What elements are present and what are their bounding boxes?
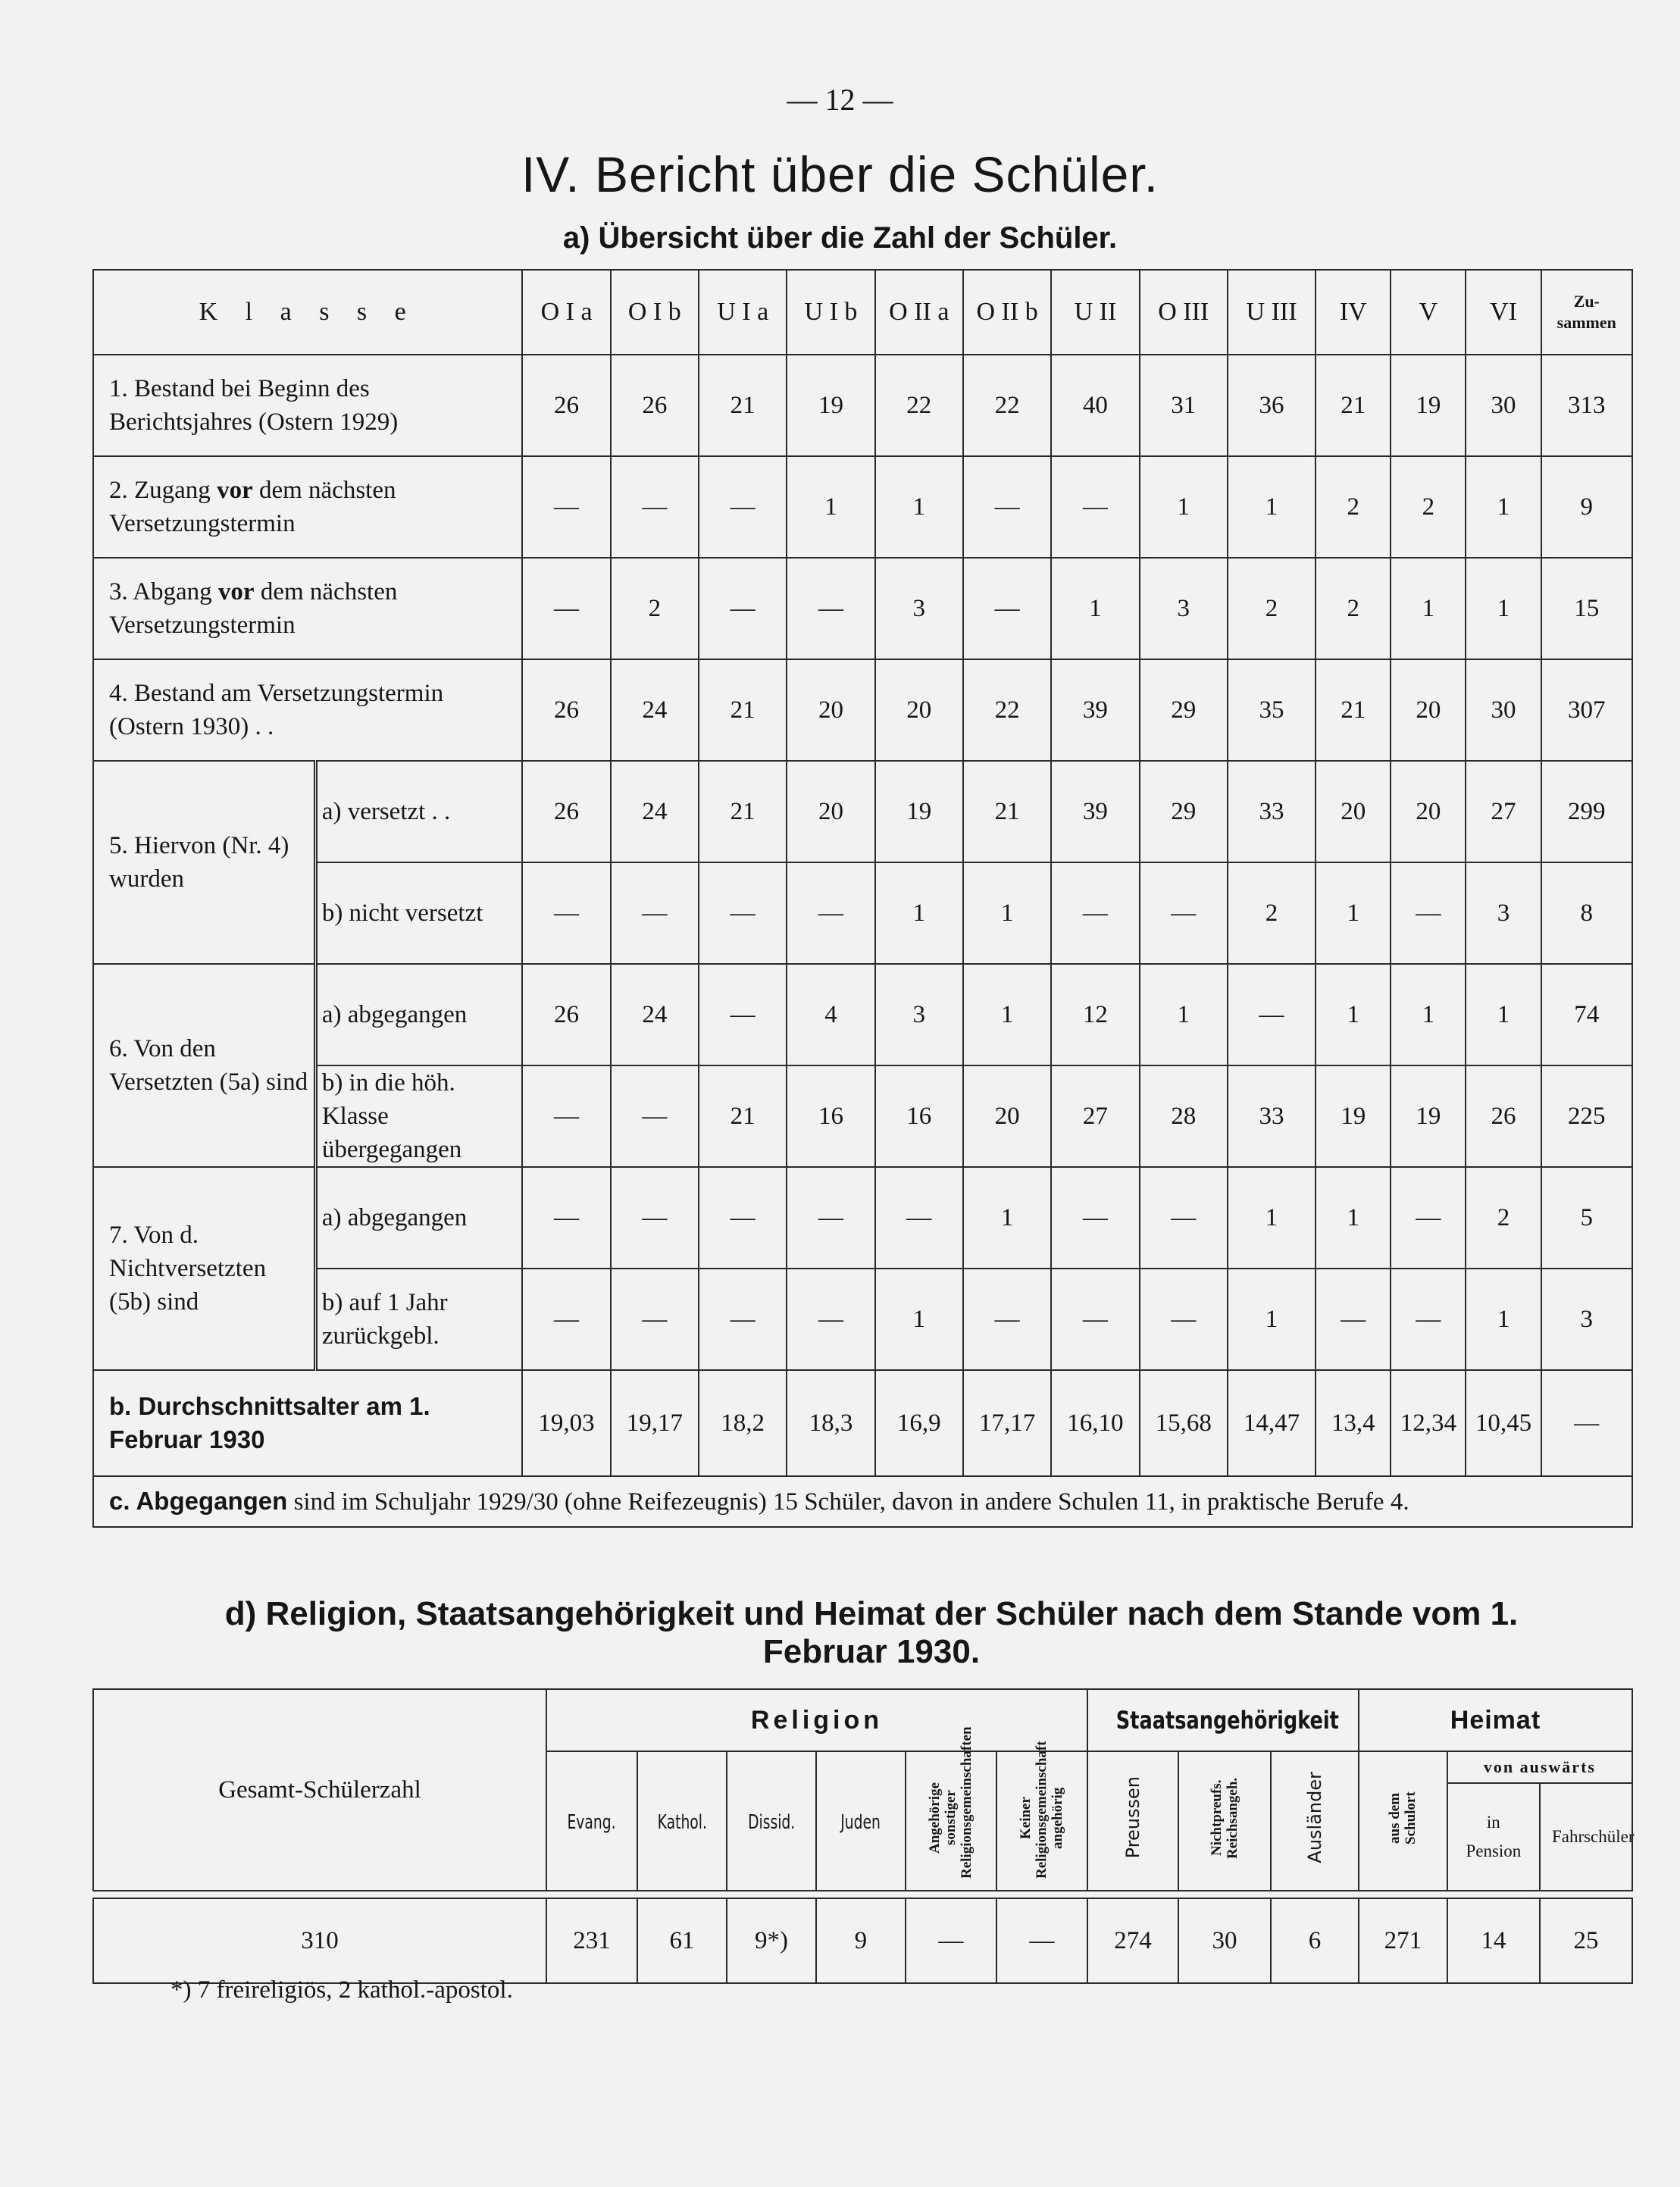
preussen-header: Preussen — [1087, 1751, 1178, 1891]
col-header: VI — [1466, 270, 1541, 355]
table-cell: — — [699, 1269, 787, 1370]
table-cell: 29 — [1140, 761, 1228, 862]
col-header: U III — [1228, 270, 1316, 355]
sub-label: a) abgegangen — [315, 964, 522, 1065]
table-cell: 231 — [546, 1898, 637, 1983]
table-cell: 31 — [1140, 355, 1228, 456]
table-cell: 4 — [787, 964, 874, 1065]
table-cell: — — [1051, 456, 1139, 558]
table-cell: 1 — [1228, 1269, 1316, 1370]
table-cell: 20 — [1391, 761, 1466, 862]
table-cell: 274 — [1087, 1898, 1178, 1983]
table-cell: 24 — [611, 659, 699, 761]
table-cell: 19 — [787, 355, 874, 456]
students-count-table — [92, 269, 1633, 1528]
table-cell: 1 — [1391, 558, 1466, 659]
header-row — [93, 270, 1632, 355]
table-cell: — — [996, 1898, 1087, 1983]
table-cell: — — [906, 1898, 996, 1983]
table-cell: 1 — [1466, 456, 1541, 558]
abgegangen-note: c. Abgegangen sind im Schuljahr 1929/30 (ohne Reifezeugnis) 15 Schüler, davon in andere Schulen 11, in praktische Berufe 4. — [93, 1476, 1632, 1527]
table-cell: 21 — [699, 1065, 787, 1167]
table-cell: 3 — [1140, 558, 1228, 659]
table-cell: 74 — [1541, 964, 1632, 1065]
table-cell: 9 — [1541, 456, 1632, 558]
table-cell: 9 — [816, 1898, 906, 1983]
table-cell: 30 — [1178, 1898, 1271, 1983]
table-cell: — — [522, 558, 610, 659]
kathol-header: Kathol. — [637, 1751, 727, 1891]
table-cell: — — [963, 456, 1051, 558]
col-header: O II b — [963, 270, 1051, 355]
col-header: IV — [1316, 270, 1391, 355]
table-row — [93, 761, 1632, 862]
table-cell: 30 — [1466, 659, 1541, 761]
evang-header: Evang. — [546, 1751, 637, 1891]
table-cell: 2 — [1228, 558, 1316, 659]
row-label: 2. Zugang vor dem nächsten Versetzungstermin — [93, 456, 522, 558]
table-cell: 1 — [963, 862, 1051, 964]
table-cell: — — [1051, 1269, 1139, 1370]
table-cell: 22 — [963, 659, 1051, 761]
table-cell: 2 — [1228, 862, 1316, 964]
table-cell: — — [611, 1065, 699, 1167]
table-cell: 10,45 — [1466, 1370, 1541, 1476]
col-header: U II — [1051, 270, 1139, 355]
table-cell: — — [1051, 862, 1139, 964]
table-cell: 1 — [963, 1167, 1051, 1269]
table-cell: 271 — [1359, 1898, 1447, 1983]
page-number: — 12 — — [787, 83, 893, 117]
table-cell: 21 — [963, 761, 1051, 862]
table-cell: — — [1541, 1370, 1632, 1476]
footnote: *) 7 freireligiös, 2 kathol.-apostol. — [171, 1976, 513, 2004]
table-row — [93, 558, 1632, 659]
table-cell: — — [699, 558, 787, 659]
table-cell: — — [522, 1167, 610, 1269]
table-cell: 1 — [1391, 964, 1466, 1065]
table-cell: 6 — [1271, 1898, 1359, 1983]
table-row — [93, 659, 1632, 761]
table-cell: 33 — [1228, 761, 1316, 862]
table-cell: — — [1228, 964, 1316, 1065]
table-cell: 19 — [1316, 1065, 1391, 1167]
table-cell: 19,17 — [611, 1370, 699, 1476]
schulort-header: aus dem Schulort — [1359, 1751, 1447, 1891]
table-cell: — — [787, 558, 874, 659]
row-label: 4. Bestand am Versetzungstermin (Ostern 1930) . . — [93, 659, 522, 761]
table-cell: 19 — [1391, 355, 1466, 456]
col-header: V — [1391, 270, 1466, 355]
table-cell: 1 — [1466, 558, 1541, 659]
group-label: 5. Hiervon (Nr. 4) wurden — [93, 761, 315, 964]
table-cell: — — [522, 456, 610, 558]
row-label: 3. Abgang vor dem nächsten Versetzungstermin — [93, 558, 522, 659]
page-title: IV. Bericht über die Schüler. — [521, 146, 1159, 202]
table-cell: 26 — [522, 964, 610, 1065]
table-cell: — — [1391, 1269, 1466, 1370]
table-cell: — — [963, 558, 1051, 659]
table-cell: 20 — [963, 1065, 1051, 1167]
table-cell: 40 — [1051, 355, 1139, 456]
staat-header: Staatsangehörigkeit — [1087, 1689, 1359, 1751]
divider — [93, 1891, 1632, 1898]
table-cell: — — [611, 1269, 699, 1370]
table-cell: 3 — [875, 964, 963, 1065]
table-cell: 13,4 — [1316, 1370, 1391, 1476]
table-cell: 3 — [1466, 862, 1541, 964]
table-cell: 28 — [1140, 1065, 1228, 1167]
table-cell: — — [611, 862, 699, 964]
table-cell: 26 — [522, 659, 610, 761]
table-cell: 20 — [1316, 761, 1391, 862]
auslaender-header: Ausländer — [1271, 1751, 1359, 1891]
table-cell: 22 — [875, 355, 963, 456]
group-label: 6. Von den Versetzten (5a) sind — [93, 964, 315, 1167]
sub-label: a) versetzt . . — [315, 761, 522, 862]
table-cell: 1 — [875, 862, 963, 964]
fahrschueler-header: Fahrschüler — [1540, 1783, 1632, 1891]
table-cell: 1 — [1140, 456, 1228, 558]
table-cell: 21 — [1316, 355, 1391, 456]
sub-label: a) abgegangen — [315, 1167, 522, 1269]
table-cell: 20 — [1391, 659, 1466, 761]
footer-row — [93, 1476, 1632, 1527]
table-cell: 21 — [699, 659, 787, 761]
dissid-header: Dissid. — [727, 1751, 816, 1891]
sub-label: b) auf 1 Jahr zurückgebl. — [315, 1269, 522, 1370]
auswaerts-header: von auswärts — [1447, 1751, 1632, 1783]
col-header: O II a — [875, 270, 963, 355]
table-cell: 1 — [1228, 456, 1316, 558]
table-cell: 16 — [875, 1065, 963, 1167]
table-cell: 19 — [1391, 1065, 1466, 1167]
table-cell: — — [875, 1167, 963, 1269]
table-cell: 33 — [1228, 1065, 1316, 1167]
table-cell: 1 — [1316, 862, 1391, 964]
table-cell: 19,03 — [522, 1370, 610, 1476]
table-cell: 20 — [875, 659, 963, 761]
table-cell: 26 — [522, 761, 610, 862]
table-cell: 27 — [1466, 761, 1541, 862]
table-cell: 12,34 — [1391, 1370, 1466, 1476]
table-cell: — — [787, 1269, 874, 1370]
table-cell: — — [522, 1269, 610, 1370]
table-cell: 16,9 — [875, 1370, 963, 1476]
col-header: O III — [1140, 270, 1228, 355]
table-row — [93, 862, 1632, 964]
col-header: U I b — [787, 270, 874, 355]
table-cell: 1 — [787, 456, 874, 558]
table-cell: 21 — [699, 355, 787, 456]
group-header-row — [93, 1689, 1632, 1751]
table-row — [93, 1269, 1632, 1370]
total-header: Zu-sammen — [1541, 270, 1632, 355]
table-cell: 8 — [1541, 862, 1632, 964]
table-cell: 22 — [963, 355, 1051, 456]
table-cell: — — [699, 964, 787, 1065]
table-cell: — — [611, 1167, 699, 1269]
section-a-title: a) Übersicht über die Zahl der Schüler. — [562, 221, 1118, 255]
table-cell: 1 — [1228, 1167, 1316, 1269]
col-header: U I a — [699, 270, 787, 355]
table-cell: 313 — [1541, 355, 1632, 456]
table-cell: 2 — [1316, 558, 1391, 659]
table-cell: — — [1391, 862, 1466, 964]
table-cell: 21 — [1316, 659, 1391, 761]
table-cell: 24 — [611, 761, 699, 862]
table-cell: 16 — [787, 1065, 874, 1167]
table-cell: 2 — [1316, 456, 1391, 558]
table-cell: — — [699, 456, 787, 558]
table-cell: 36 — [1228, 355, 1316, 456]
table-cell: — — [699, 862, 787, 964]
age-label: b. Durchschnittsalter am 1. Februar 1930 — [93, 1370, 522, 1476]
table-cell: 18,2 — [699, 1370, 787, 1476]
table-row — [93, 964, 1632, 1065]
table-cell: 27 — [1051, 1065, 1139, 1167]
reichsangeh-header: Nichtpreufs. Reichsangeh. — [1178, 1751, 1271, 1891]
table-cell: 2 — [611, 558, 699, 659]
table-cell: — — [1051, 1167, 1139, 1269]
table-cell: — — [1391, 1167, 1466, 1269]
table-row — [93, 1898, 1632, 1983]
table-cell: 1 — [1316, 964, 1391, 1065]
table-cell: 3 — [875, 558, 963, 659]
table-cell: 29 — [1140, 659, 1228, 761]
table-cell: — — [522, 862, 610, 964]
heimat-header: Heimat — [1359, 1689, 1632, 1751]
table-cell: 12 — [1051, 964, 1139, 1065]
row-label: 1. Bestand bei Beginn des Berichtsjahres (Ostern 1929) — [93, 355, 522, 456]
table-cell: 14,47 — [1228, 1370, 1316, 1476]
table-row — [93, 456, 1632, 558]
table-cell: 21 — [699, 761, 787, 862]
table-cell: 225 — [1541, 1065, 1632, 1167]
table-cell: — — [963, 1269, 1051, 1370]
juden-header: Juden — [816, 1751, 906, 1891]
table-cell: 299 — [1541, 761, 1632, 862]
table-cell: 39 — [1051, 761, 1139, 862]
section-d-title: d) Religion, Staatsangehörigkeit und Heimat der Schüler nach dem Stande vom 1. Februar 1930. — [224, 1595, 1519, 1670]
col-header: O I b — [611, 270, 699, 355]
table-row — [93, 1370, 1632, 1476]
sonstige-header: Angehörige sonstiger Religionsgemeinschaften — [906, 1751, 996, 1891]
table-cell: 2 — [1466, 1167, 1541, 1269]
table-cell: — — [699, 1167, 787, 1269]
table-cell: 1 — [1466, 1269, 1541, 1370]
table-row — [93, 1065, 1632, 1167]
religion-header: Religion — [546, 1689, 1087, 1751]
table-cell: — — [1140, 1167, 1228, 1269]
total-header: Gesamt-Schülerzahl — [93, 1689, 546, 1891]
table-cell: 15,68 — [1140, 1370, 1228, 1476]
table-cell: 25 — [1540, 1898, 1632, 1983]
table-row — [93, 355, 1632, 456]
table-cell: 20 — [787, 659, 874, 761]
table-cell: — — [1316, 1269, 1391, 1370]
table-cell: 1 — [1316, 1167, 1391, 1269]
table-cell: 19 — [875, 761, 963, 862]
table-cell: 18,3 — [787, 1370, 874, 1476]
table-cell: 1 — [875, 1269, 963, 1370]
table-cell: 1 — [1051, 558, 1139, 659]
table-cell: 20 — [787, 761, 874, 862]
table-cell: — — [787, 1167, 874, 1269]
religion-table — [92, 1688, 1633, 1984]
table-cell: 26 — [1466, 1065, 1541, 1167]
sub-label: b) nicht versetzt — [315, 862, 522, 964]
table-cell: 15 — [1541, 558, 1632, 659]
table-cell: 9*) — [727, 1898, 816, 1983]
table-cell: — — [1140, 1269, 1228, 1370]
table-cell: 2 — [1391, 456, 1466, 558]
table-row — [93, 1167, 1632, 1269]
sub-label: b) in die höh. Klasse übergegangen — [315, 1065, 522, 1167]
klasse-header: K l a s s e — [93, 270, 522, 355]
table-cell: 1 — [963, 964, 1051, 1065]
group-label: 7. Von d. Nichtversetzten (5b) sind — [93, 1167, 315, 1370]
table-cell: 1 — [1466, 964, 1541, 1065]
pension-header: in Pension — [1447, 1783, 1540, 1891]
table-cell: 3 — [1541, 1269, 1632, 1370]
table-cell: — — [1140, 862, 1228, 964]
table-cell: 61 — [637, 1898, 727, 1983]
table-cell: 16,10 — [1051, 1370, 1139, 1476]
table-cell: — — [611, 456, 699, 558]
table-cell: — — [522, 1065, 610, 1167]
table-cell: 39 — [1051, 659, 1139, 761]
col-header: O I a — [522, 270, 610, 355]
table-cell: — — [787, 862, 874, 964]
table-cell: 1 — [875, 456, 963, 558]
table-cell: 307 — [1541, 659, 1632, 761]
table-cell: 26 — [522, 355, 610, 456]
table-cell: 310 — [93, 1898, 546, 1983]
table-cell: 35 — [1228, 659, 1316, 761]
table-cell: 1 — [1140, 964, 1228, 1065]
table-cell: 14 — [1447, 1898, 1540, 1983]
table-cell: 26 — [611, 355, 699, 456]
table-cell: 5 — [1541, 1167, 1632, 1269]
table-cell: 30 — [1466, 355, 1541, 456]
table-cell: 17,17 — [963, 1370, 1051, 1476]
table-cell: 24 — [611, 964, 699, 1065]
keiner-header: Keiner Religionsgemeinschaft angehörig — [996, 1751, 1087, 1891]
